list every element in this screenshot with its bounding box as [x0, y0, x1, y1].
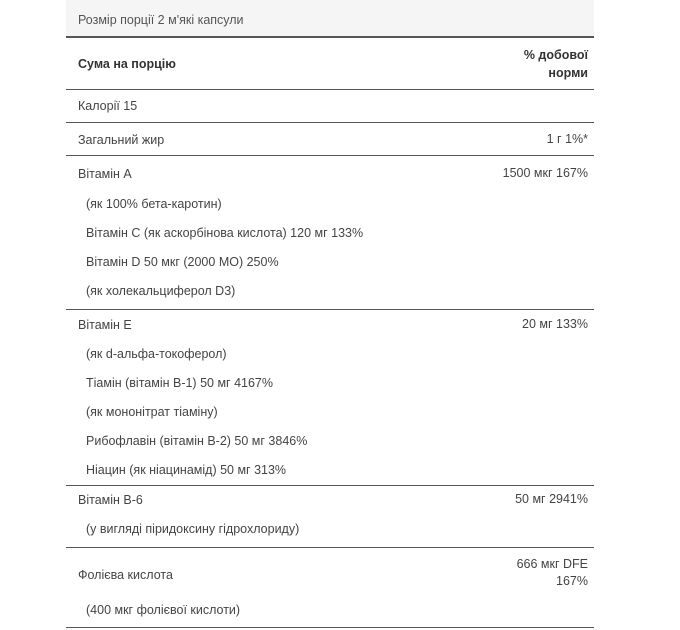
nutrient-amount: 20 мг 133%: [522, 317, 588, 331]
sub-line: (як холекальциферол D3): [86, 284, 236, 298]
nutrient-name: Вітамін В-6: [78, 493, 143, 507]
table-row: [66, 123, 594, 156]
sub-line: Вітамін D 50 мкг (2000 МО) 250%: [86, 255, 279, 269]
daily-value-line2: норми: [548, 66, 588, 80]
sub-line: (400 мкг фолієвої кислоти): [86, 603, 241, 617]
nutrient-amount-line1: 666 мкг DFE: [516, 557, 588, 571]
nutrient-name: Вітамін Е: [78, 318, 132, 332]
amount-per-serving-label: Сума на порцію: [78, 57, 176, 71]
nutrient-amount: 50 мг 2941%: [515, 492, 588, 506]
nutrient-amount: 1 г 1%*: [546, 132, 588, 146]
sub-line: Вітамін С (як аскорбінова кислота) 120 мг 133%: [86, 226, 364, 240]
daily-value-label: [524, 46, 588, 82]
serving-size: Розмір порції 2 м'які капсули: [66, 0, 594, 38]
nutrient-amount: [517, 556, 588, 590]
nutrient-amount-line2: 167%: [556, 574, 588, 588]
sub-line: (як мононітрат тіаміну): [86, 405, 218, 419]
nutrient-name: Вітамін А: [78, 167, 132, 181]
nutrient-name: Загальний жир: [78, 133, 165, 147]
sub-line: (у вигляді піридоксину гідрохлориду): [86, 522, 300, 536]
sub-line: Ніацин (як ніацинамід) 50 мг 313%: [86, 463, 287, 477]
sub-line: (як 100% бета-каротин): [86, 197, 222, 211]
sub-line: Тіамін (вітамін В-1) 50 мг 4167%: [86, 376, 273, 390]
supplement-facts-table: [66, 0, 594, 628]
table-row: [66, 90, 594, 123]
nutrient-name: Фолієва кислота: [78, 568, 173, 582]
sub-line: Рибофлавін (вітамін В-2) 50 мг 3846%: [86, 434, 308, 448]
nutrient-amount: 1500 мкг 167%: [502, 166, 588, 180]
table-header: [66, 38, 594, 90]
table-row: [66, 310, 594, 486]
table-row: [66, 548, 594, 628]
table-row: [66, 486, 594, 548]
daily-value-line1: % добової: [523, 48, 588, 62]
sub-line: (як d-альфа-токоферол): [86, 347, 227, 361]
table-row: [66, 156, 594, 310]
nutrient-name: Калорії 15: [78, 99, 138, 113]
